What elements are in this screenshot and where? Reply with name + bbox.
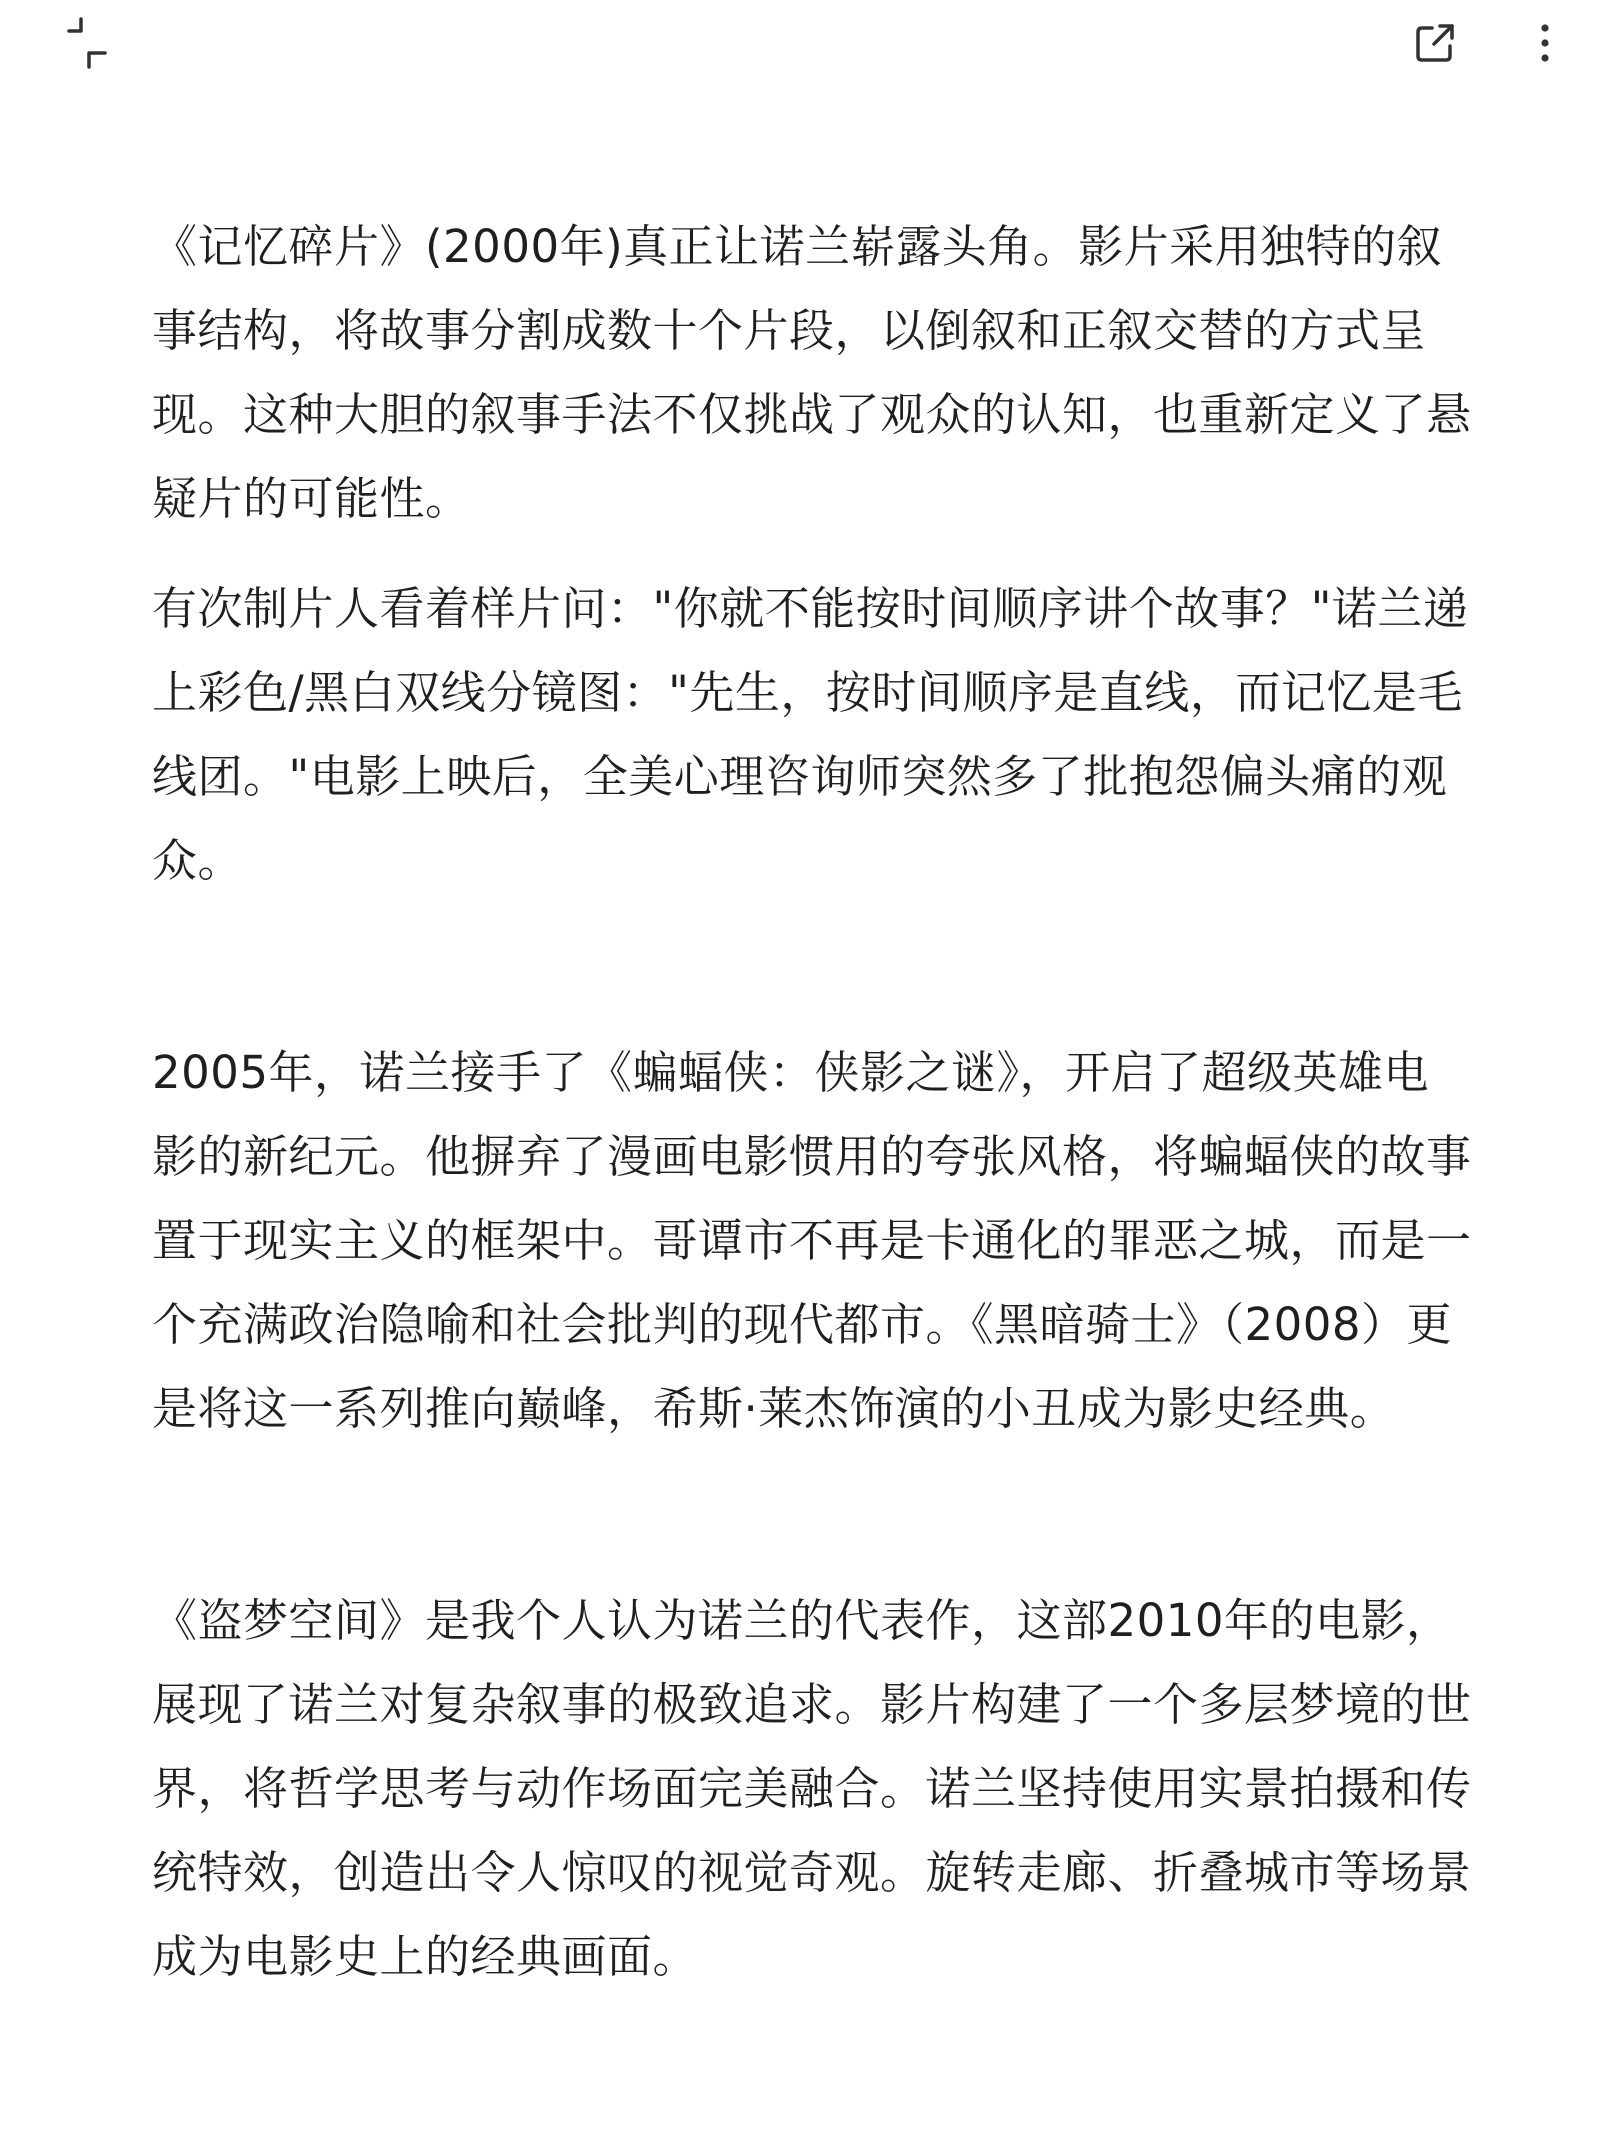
section-gap [152, 1451, 1472, 1579]
collapse-button[interactable] [50, 10, 120, 80]
paragraph-batman: 2005年，诺兰接手了《蝙蝠侠：侠影之谜》，开启了超级英雄电影的新纪元。他摒弃了漫画电影惯用的夸张风格，将蝙蝠侠的故事置于现实主义的框架中。哥谭市不再是卡通化的罪恶之城，而是一个充满政治隐喻和社会批判的现代都市。《黑暗骑士》（2008）更是将这一系列推向巅峰，希斯·莱杰饰演的小丑成为影史经典。 [152, 1046, 1472, 1435]
paragraph-inception: 《盗梦空间》是我个人认为诺兰的代表作，这部2010年的电影，展现了诺兰对复杂叙事的极致追求。影片构建了一个多层梦境的世界，将哲学思考与动作场面完美融合。诺兰坚持使用实景拍摄和传统特效，创造出令人惊叹的视觉奇观。旋转走廊、折叠城市等场景成为电影史上的经典画面。 [152, 1594, 1472, 1983]
article-body [152, 205, 1472, 1999]
paragraph-producer-anecdote: 有次制片人看着样片问："你就不能按时间顺序讲个故事？"诺兰递上彩色/黑白双线分镜图："先生，按时间顺序是直线，而记忆是毛线团。"电影上映后，全美心理咨询师突然多了批抱怨偏头痛的观众。 [152, 582, 1469, 887]
section-gap [152, 903, 1472, 1031]
paragraph-gap [152, 541, 1472, 567]
open-external-icon [1410, 18, 1460, 68]
share-button[interactable] [1400, 8, 1470, 78]
top-toolbar [0, 0, 1600, 110]
paragraph-memento: 《记忆碎片》(2000年)真正让诺兰崭露头角。影片采用独特的叙事结构，将故事分割成数十个片段，以倒叙和正叙交替的方式呈现。这种大胆的叙事手法不仅挑战了观众的认知，也重新定义了悬疑片的可能性。 [152, 220, 1472, 525]
collapse-corners-icon [57, 17, 113, 73]
more-vertical-icon [1535, 18, 1555, 68]
more-options-button[interactable] [1515, 8, 1575, 78]
